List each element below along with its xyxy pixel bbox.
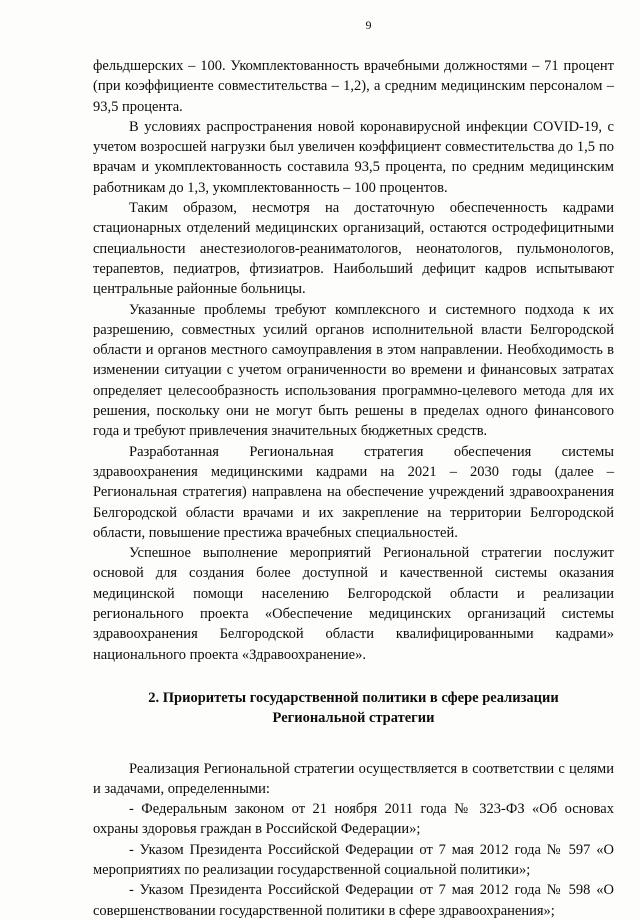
paragraph-problems-approach: Указанные проблемы требуют комплексного и системного подхода к их разрешению, совместных усилий органов исполнительной власти Белгородской области и органов местного самоуправления в этом направлении. Необходимость в изменении ситуации с учетом ограниченности во времени и финансовых затратах определяет целесообразность использования программно-целевого метода для их решения, поскольку они не могут быть решены в пределах одного финансового года и требуют привлечения значительных бюджетных средств.	[93, 301, 614, 440]
paragraph-staffing-levels: фельдшерских – 100. Укомплектованность врачебными должностями – 71 процент (при коэффициенте совместительства – 1,2), а средним медицинским персоналом – 93,5 процента.	[93, 58, 614, 115]
section-heading	[93, 688, 614, 729]
list-item-decree-598: - Указом Президента Российской Федерации от 7 мая 2012 года № 598 «О совершенствовании государственной политики в сфере здравоохранения»;	[93, 882, 614, 919]
list-item-federal-law: - Федеральным законом от 21 ноября 2011 года № 323-ФЗ «Об основах охраны здоровья граждан в Российской Федерации»;	[93, 801, 614, 838]
paragraph-covid-workload: В условиях распространения новой коронавирусной инфекции COVID-19, с учетом возросшей нагрузки был увеличен коэффициент совместительства до 1,5 по врачам и укомплектованность составила 93,5 процента, по средним медицинским работникам до 1,3, укомплектованность – 100 процентов.	[93, 118, 614, 196]
section-heading-line-1: 2. Приоритеты государственной политики в сфере реализации	[148, 689, 559, 706]
paragraph-strategy-success: Успешное выполнение мероприятий Региональной стратегии послужит основой для создания более доступной и качественной системы оказания медицинской помощи населению Белгородской области и реализации регионального проекта «Обеспечение медицинских организаций системы здравоохранения Белгородской области квалифицированными кадрами» национального проекта «Здравоохранение».	[93, 545, 614, 663]
section-heading-line-2: Региональной стратегии	[272, 710, 435, 727]
list-item-decree-597: - Указом Президента Российской Федерации от 7 мая 2012 года № 597 «О мероприятиях по реализации государственной социальной политики»;	[93, 841, 614, 878]
paragraph-regional-strategy: Разработанная Региональная стратегия обеспечения системы здравоохранения медицинскими кадрами на 2021 – 2030 годы (далее – Региональная стратегия) направлена на обеспечение учреждений здравоохранения Белгородской области врачами и их закрепление на территории Белгородской области, повышение престижа врачебных специальностей.	[93, 443, 614, 541]
page-number: 9	[365, 18, 372, 32]
paragraph-implementation: Реализация Региональной стратегии осуществляется в соответствии с целями и задачами, определенными:	[93, 760, 614, 797]
paragraph-deficit-specialties: Таким образом, несмотря на достаточную обеспеченность кадрами стационарных отделений медицинских организаций, остаются остродефицитными специальности анестезиологов-реаниматологов, неонатологов, пульмонологов, терапевтов, педиатров, фтизиатров. Наибольший дефицит кадров испытывают центральные районные больницы.	[93, 200, 614, 298]
